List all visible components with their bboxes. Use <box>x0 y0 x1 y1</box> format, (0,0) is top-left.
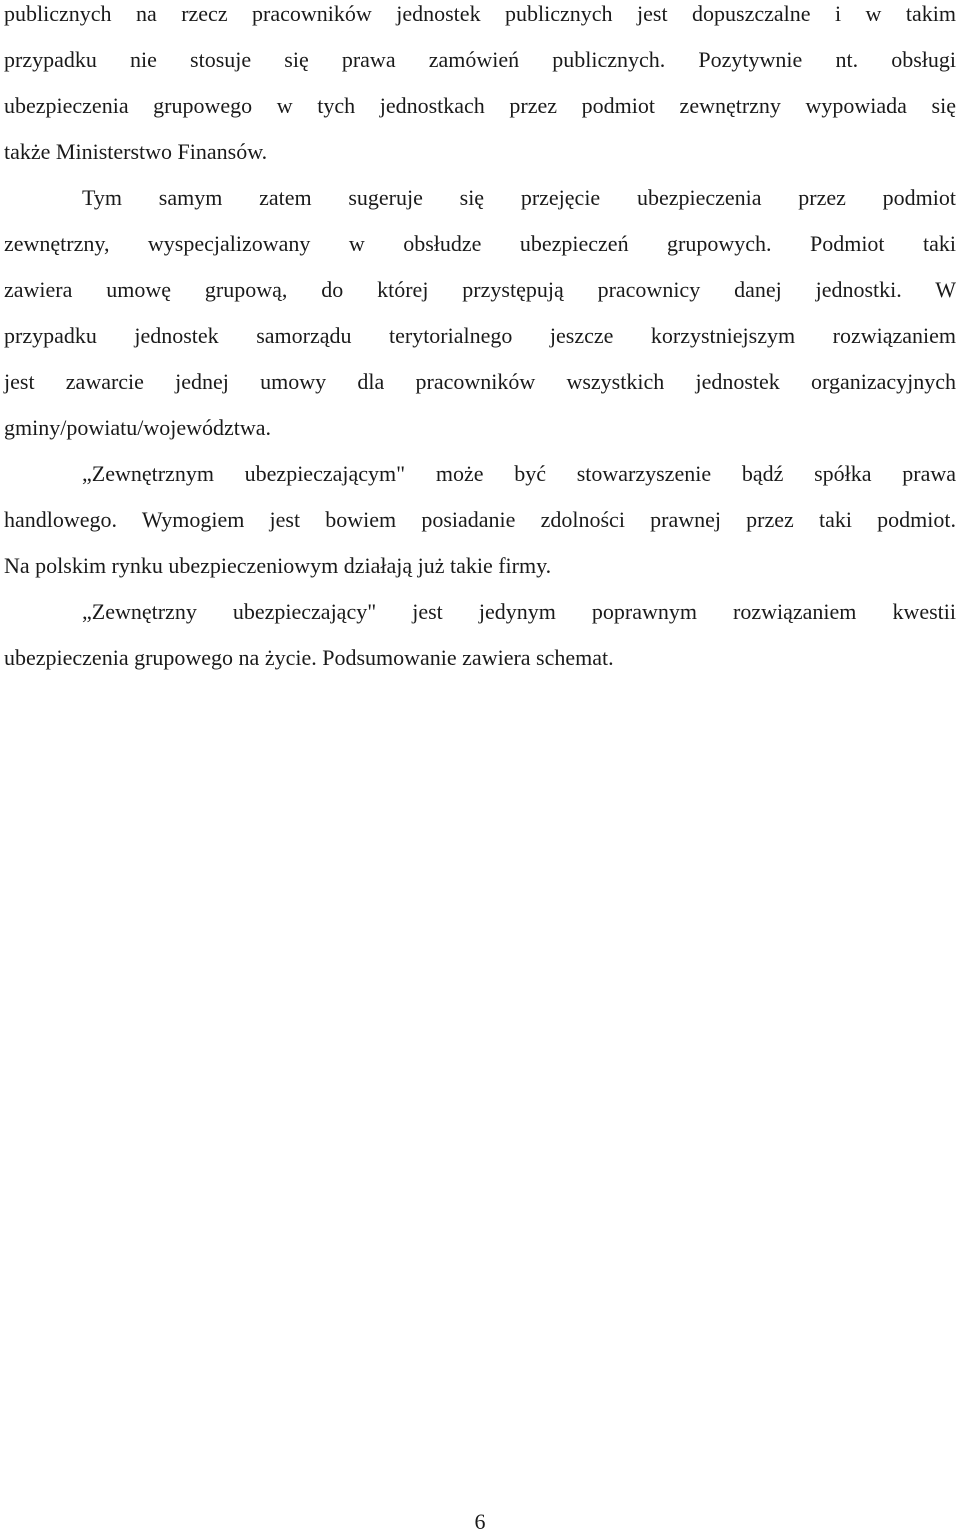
document-body <box>4 0 956 690</box>
text-line: zewnętrzny, wyspecjalizowany w obsłudze ubezpieczeń grupowych. Podmiot taki <box>4 231 956 256</box>
text-line: przypadku nie stosuje się prawa zamówień publicznych. Pozytywnie nt. obsługi <box>4 47 956 72</box>
text-line: „Zewnętrznym ubezpieczającym" może być stowarzyszenie bądź spółka prawa <box>82 461 956 486</box>
text-line: zawiera umowę grupową, do której przystępują pracownicy danej jednostki. W <box>4 277 956 302</box>
paragraph <box>4 460 956 598</box>
text-line: ubezpieczenia grupowego w tych jednostkach przez podmiot zewnętrzny wypowiada się <box>4 93 956 118</box>
text-line: publicznych na rzecz pracowników jednostek publicznych jest dopuszczalne i w takim <box>4 1 956 26</box>
text-line: handlowego. Wymogiem jest bowiem posiadanie zdolności prawnej przez taki podmiot. <box>4 507 956 532</box>
text-line: przypadku jednostek samorządu terytorialnego jeszcze korzystniejszym rozwiązaniem <box>4 323 956 348</box>
paragraph <box>4 184 956 460</box>
text-line: Na polskim rynku ubezpieczeniowym działają już takie firmy. <box>4 553 552 578</box>
page-number: 6 <box>474 1509 486 1534</box>
paragraph <box>4 598 956 690</box>
text-line: także Ministerstwo Finansów. <box>4 139 268 164</box>
text-line: gminy/powiatu/województwa. <box>4 415 272 440</box>
text-line: ubezpieczenia grupowego na życie. Podsumowanie zawiera schemat. <box>4 645 614 670</box>
text-line: Tym samym zatem sugeruje się przejęcie ubezpieczenia przez podmiot <box>82 185 956 210</box>
paragraph <box>4 0 956 184</box>
text-line: „Zewnętrzny ubezpieczający" jest jedynym poprawnym rozwiązaniem kwestii <box>82 599 956 624</box>
text-line: jest zawarcie jednej umowy dla pracowników wszystkich jednostek organizacyjnych <box>4 369 956 394</box>
